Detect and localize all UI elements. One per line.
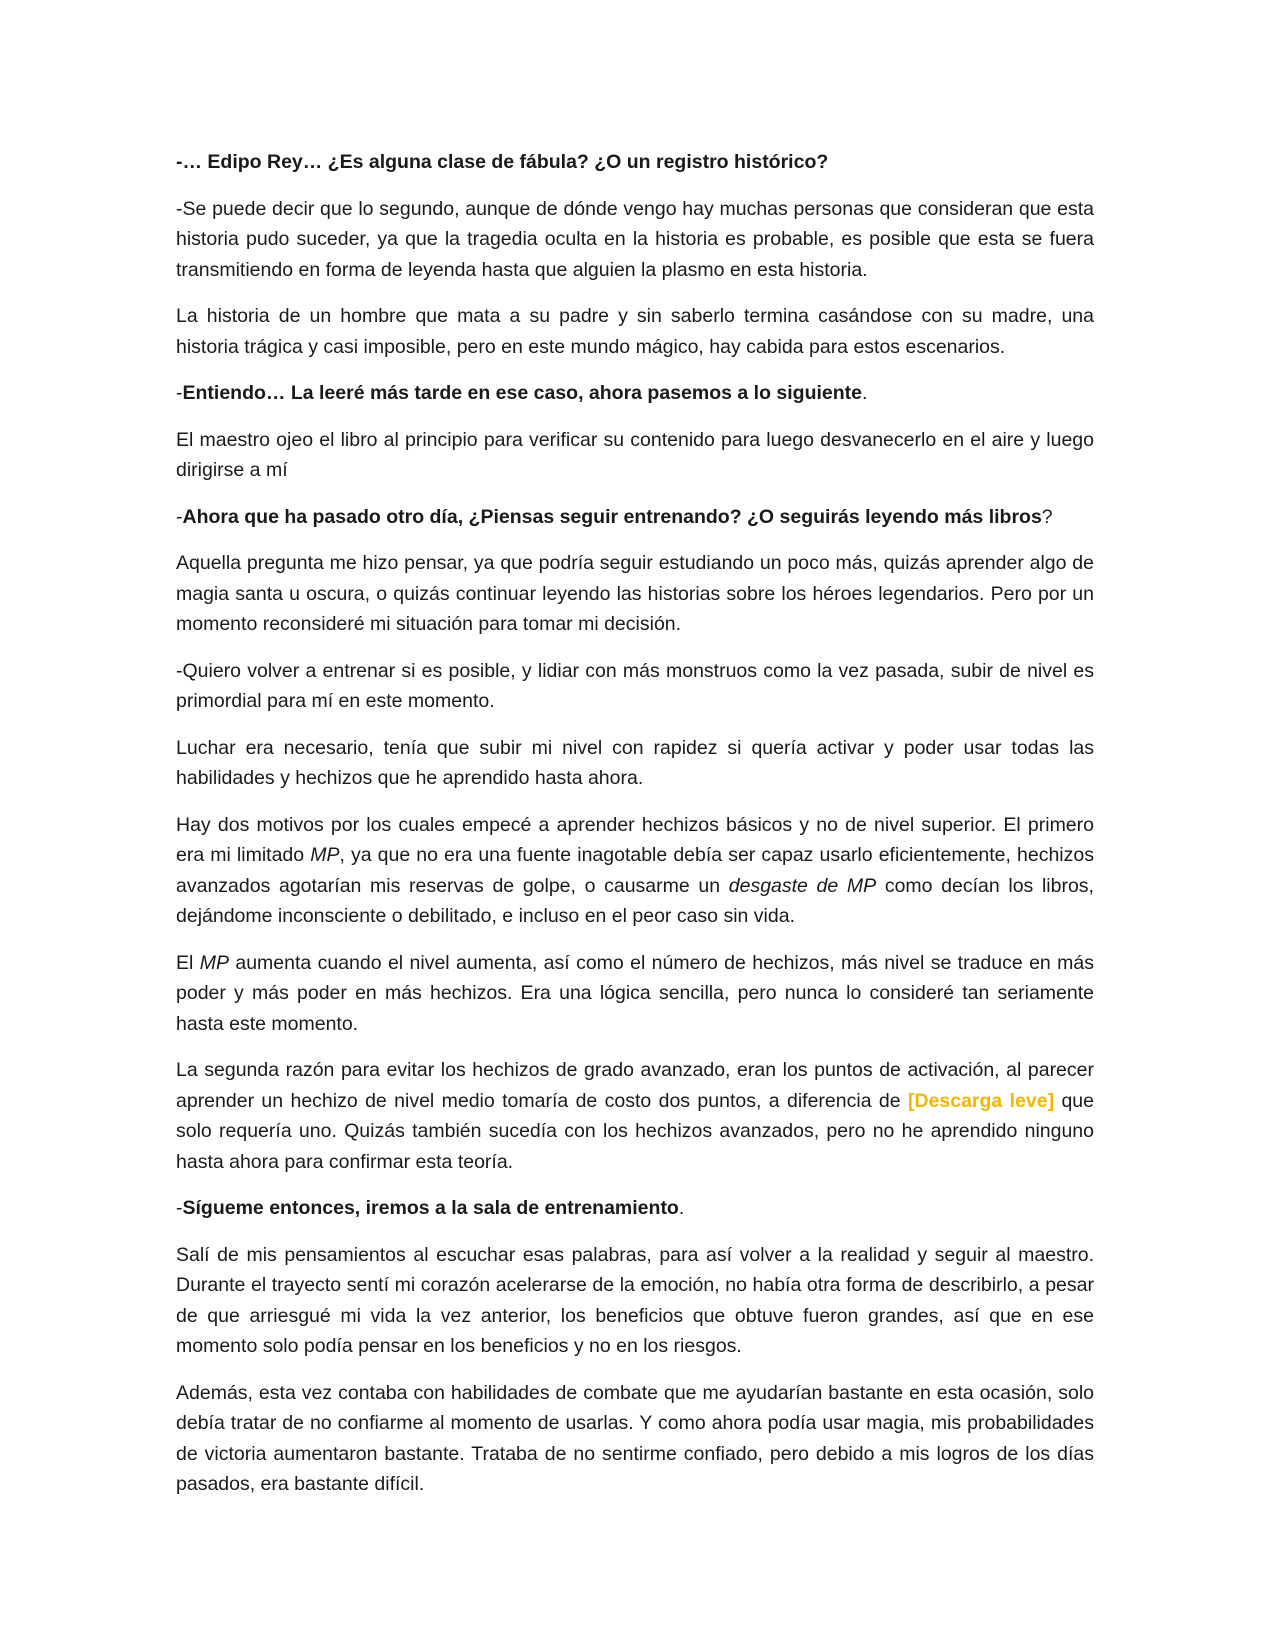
- paragraph: [176, 502, 1094, 533]
- paragraph: [176, 378, 1094, 409]
- emphasis: MP: [310, 844, 340, 866]
- spell-name: [Descarga leve]: [907, 1089, 1055, 1112]
- text-run: ?: [1041, 505, 1053, 528]
- text-run: -: [176, 1197, 183, 1219]
- paragraph: [176, 194, 1094, 286]
- paragraph: [176, 301, 1094, 362]
- text-run: El: [176, 951, 200, 974]
- text-run: Aquella pregunta me hizo pensar, ya que podría seguir estudiando un poco más, quizás aprender algo de magia santa u oscura, o quizás continuar leyendo las historias sobre los héroes legendarios. Pero por un momento reconsideré mi situación para tomar mi decisión.: [176, 552, 1094, 635]
- paragraph: [176, 1055, 1094, 1177]
- text-run: .: [678, 1197, 685, 1219]
- text-run: El maestro ojeo el libro al principio para verificar su contenido para luego desvanecerlo en el aire y luego dirigirse a mí: [176, 428, 1094, 481]
- document-page: [176, 147, 1094, 1516]
- paragraph: [176, 656, 1094, 717]
- paragraph: [176, 948, 1094, 1040]
- text-run: -: [176, 505, 183, 528]
- dialogue-bold: -… Edipo Rey… ¿Es alguna clase de fábula? ¿O un registro histórico?: [176, 151, 829, 173]
- emphasis: desgaste de MP: [728, 874, 877, 897]
- text-run: , ya que no era una fuente inagotable debía ser capaz usarlo eficientemente, hechizos avanzados agotarían mis reservas de golpe, o causarme un: [176, 844, 1094, 897]
- dialogue-bold: Ahora que ha pasado otro día, ¿Piensas seguir entrenando? ¿O seguirás leyendo más libros: [182, 505, 1042, 528]
- text-run: -Quiero volver a entrenar si es posible, y lidiar con más monstruos como la vez pasada, subir de nivel es primordial para mí en este momento.: [176, 659, 1094, 712]
- text-run: Salí de mis pensamientos al escuchar esas palabras, para así volver a la realidad y seguir al maestro. Durante el trayecto sentí mi corazón acelerarse de la emoción, no había otra forma de describirlo, a pesar de que arriesgué mi vida la vez anterior, los beneficios que obtuve fueron grandes, así que en ese momento solo podía pensar en los beneficios y no en los riesgos.: [176, 1243, 1094, 1357]
- paragraph: [176, 733, 1094, 794]
- paragraph: [176, 548, 1094, 640]
- paragraph: [176, 1193, 1094, 1224]
- text-run: .: [862, 382, 868, 404]
- emphasis: MP: [199, 951, 229, 974]
- paragraph: [176, 1378, 1094, 1500]
- paragraph: [176, 810, 1094, 932]
- paragraph: [176, 1240, 1094, 1362]
- text-run: aumenta cuando el nivel aumenta, así como el número de hechizos, más nivel se traduce en más poder y más poder en más hechizos. Era una lógica sencilla, pero nunca lo consideré tan seriamente hasta este momento.: [176, 951, 1094, 1035]
- text-run: La segunda razón para evitar los hechizos de grado avanzado, eran los puntos de activación, al parecer aprender un hechizo de nivel medio tomaría de costo dos puntos, a diferencia de: [176, 1059, 1094, 1112]
- text-run: como decían los libros, dejándome inconsciente o debilitado, e incluso en el peor caso sin vida.: [176, 874, 1094, 927]
- paragraph: [176, 147, 1094, 178]
- text-run: La historia de un hombre que mata a su padre y sin saberlo termina casándose con su madre, una historia trágica y casi imposible, pero en este mundo mágico, hay cabida para estos escenarios.: [176, 305, 1094, 358]
- dialogue-bold: Entiendo… La leeré más tarde en ese caso, ahora pasemos a lo siguiente: [182, 382, 863, 404]
- text-run: Hay dos motivos por los cuales empecé a aprender hechizos básicos y no de nivel superior. El primero era mi limitado: [176, 813, 1094, 866]
- dialogue-bold: Sígueme entonces, iremos a la sala de entrenamiento: [182, 1197, 679, 1219]
- text-run: Luchar era necesario, tenía que subir mi nivel con rapidez si quería activar y poder usar todas las habilidades y hechizos que he aprendido hasta ahora.: [176, 736, 1094, 789]
- text-run: Además, esta vez contaba con habilidades de combate que me ayudarían bastante en esta ocasión, solo debía tratar de no confiarme al momento de usarlas. Y como ahora podía usar magia, mis probabilidades de victoria aumentaron bastante. Trataba de no sentirme confiado, pero debido a mis logros de los días pasados, era bastante difícil.: [176, 1381, 1094, 1495]
- paragraph: [176, 425, 1094, 486]
- text-run: -: [176, 382, 183, 404]
- text-run: que solo requería uno. Quizás también sucedía con los hechizos avanzados, pero no he aprendido ninguno hasta ahora para confirmar esta teoría.: [176, 1089, 1095, 1173]
- text-run: -Se puede decir que lo segundo, aunque de dónde vengo hay muchas personas que consideran que esta historia pudo suceder, ya que la tragedia oculta en la historia es probable, es posible que esta se fuera transmitiendo en forma de leyenda hasta que alguien la plasmo en esta historia.: [176, 197, 1094, 281]
